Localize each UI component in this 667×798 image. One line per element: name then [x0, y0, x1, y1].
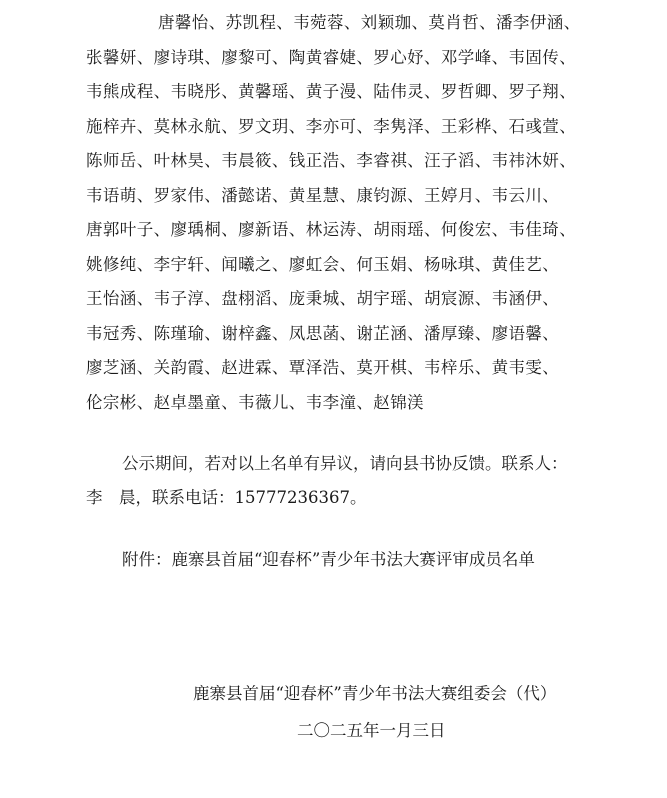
signature-organization: 鹿寨县首届“迎春杯”青少年书法大赛组委会（代） [193, 684, 557, 703]
signature-date: 二〇二五年一月三日 [297, 721, 446, 740]
name-line: 唐馨怡、苏凯程、韦菀蓉、刘颖珈、莫肖哲、潘李伊涵、 [158, 13, 581, 32]
name-line: 韦语萌、罗家伟、潘懿诺、黄星慧、康钧源、王婷月、韦云川、 [86, 185, 560, 205]
notice-line: 公示期间，若对以上名单有异议，请向县书协反馈。联系人： [122, 454, 568, 473]
name-line: 陈师岳、叶林昊、韦晨筱、钱正浩、李睿祺、汪子滔、韦祎沐妍、 [86, 151, 577, 170]
name-line: 张馨妍、廖诗琪、廖黎可、陶黄睿婕、罗心妤、邓学峰、韦固传、 [86, 47, 577, 67]
name-line: 姚修纯、李宇轩、闻曦之、廖虹会、何玉娟、杨咏琪、黄佳艺、 [86, 254, 560, 274]
name-line: 韦冠秀、陈瑾瑜、谢梓鑫、凤思菡、谢芷涵、潘厚臻、廖语馨、 [86, 323, 560, 343]
name-line: 廖芝涵、关韵霞、赵进霖、覃泽浩、莫开棋、韦梓乐、黄韦雯、 [86, 358, 560, 377]
winner-name-list [86, 6, 646, 420]
name-line: 施梓卉、莫林永航、罗文玥、李亦可、李隽泽、王彩桦、石彧萱、 [86, 116, 577, 136]
name-line: 韦熊成程、韦晓彤、黄馨瑶、黄子漫、陆伟灵、罗哲卿、罗子翔、 [86, 82, 577, 101]
name-line: 伦宗彬、赵卓墨童、韦薇儿、韦李潼、赵锦渼 [86, 392, 424, 412]
attachment-line: 附件：鹿寨县首届“迎春杯”青少年书法大赛评审成员名单 [122, 550, 535, 569]
name-line: 唐郭叶子、廖瑀桐、廖新语、林运涛、胡雨瑶、何俊宏、韦佳琦、 [86, 220, 577, 239]
publicity-notice [86, 447, 626, 515]
name-line: 王怡涵、韦子淳、盘栩滔、庞秉城、胡宇瑶、胡宸源、韦涵伊、 [86, 289, 560, 308]
contact-line: 李 晨，联系电话：15777236367。 [86, 488, 367, 507]
